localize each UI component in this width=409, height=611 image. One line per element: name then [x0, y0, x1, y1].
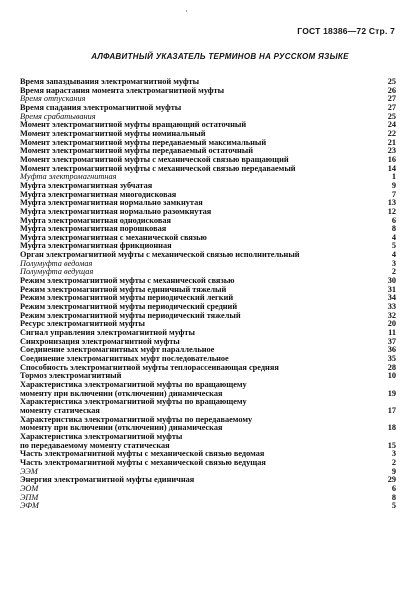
index-term-line: Соединение электромагнитных муфт последовательное: [20, 354, 229, 363]
scan-mark: ·: [185, 6, 188, 16]
index-term-line: ЭФМ: [20, 501, 39, 511]
index-term-line: Время запаздывания электромагнитной муфты: [20, 77, 200, 86]
term-index-list: [20, 78, 396, 511]
index-term-line: Характеристика электромагнитной муфты: [20, 431, 183, 441]
index-term-line: Соединение электромагнитных муфт параллельное: [20, 345, 215, 355]
index-term-number: 37: [387, 336, 396, 346]
index-entry: [20, 494, 396, 503]
index-entry: [20, 416, 396, 433]
index-term-line: Муфта электромагнитная нормально замкнутая: [20, 198, 203, 208]
index-term: [20, 459, 266, 468]
index-term-number: 27: [387, 94, 396, 104]
index-term-number: 27: [387, 102, 396, 112]
index-entry: [20, 433, 396, 450]
index-term-number: 4: [391, 250, 396, 260]
index-title: АЛФАВИТНЫЙ УКАЗАТЕЛЬ ТЕРМИНОВ НА РУССКОМ ЯЗЫКЕ: [91, 52, 349, 61]
index-term: [20, 433, 182, 450]
index-term-number: 30: [387, 276, 396, 286]
index-term-number: 4: [391, 232, 396, 242]
index-term-line: Время спадания электромагнитной муфты: [20, 102, 182, 112]
index-term-number: 8: [391, 224, 396, 234]
index-term-number: 22: [387, 128, 396, 138]
index-term-line: ЭЭМ: [20, 466, 38, 476]
index-term-number: 25: [387, 111, 396, 121]
index-term-number: 35: [387, 354, 396, 363]
index-term-number: 8: [391, 492, 396, 502]
index-term-line: Момент электромагнитной муфты передаваемый остаточный: [20, 146, 254, 156]
index-term-line: моменту при включении (отключении) динамическая: [20, 423, 223, 433]
index-term-line: Режим электромагнитной муфты периодический тяжелый: [20, 310, 241, 320]
index-term-number: 12: [387, 206, 396, 216]
index-term-line: Режим электромагнитной муфты с механической связью: [20, 276, 235, 286]
index-term-number: 34: [387, 293, 396, 303]
index-term-number: 5: [391, 241, 396, 251]
index-term-number: 18: [387, 423, 396, 433]
index-term-line: Сигнал управления электромагнитной муфты: [20, 328, 195, 338]
index-term-line: Муфта электромагнитная фрикционная: [20, 241, 172, 251]
index-term-line: Момент электромагнитной муфты передаваемый максимальный: [20, 137, 267, 147]
index-entry: [20, 502, 396, 511]
index-term-line: Муфта электромагнитная однодисковая: [20, 215, 171, 225]
index-entry: [20, 381, 396, 398]
index-term-number: 11: [388, 328, 396, 338]
index-term-number: 20: [387, 319, 396, 329]
index-term-number: 36: [387, 345, 396, 355]
index-term-number: 2: [391, 267, 396, 277]
index-term-number: 31: [387, 284, 396, 294]
index-term-number: 16: [387, 154, 396, 164]
index-term-line: моменту статическая: [20, 405, 100, 415]
index-term-line: Характеристика электромагнитной муфты по вращающему: [20, 397, 247, 407]
page-header: ГОСТ 18386—72 Стр. 7: [297, 26, 395, 36]
index-term: [20, 502, 39, 511]
index-term-number: 25: [387, 77, 396, 86]
index-term-number: 3: [391, 258, 396, 268]
index-term-line: Полумуфта ведущая: [20, 267, 94, 277]
index-term-line: Муфта электромагнитная зубчатая: [20, 180, 153, 190]
index-term-line: Муфта электромагнитная: [20, 172, 117, 182]
index-term-line: по передаваемому моменту статическая: [20, 440, 170, 450]
index-term-line: Муфта электромагнитная с механической связью: [20, 232, 207, 242]
index-term-line: Характеристика электромагнитной муфты по передаваемому: [20, 414, 253, 424]
index-term-number: 9: [391, 180, 396, 190]
index-term-line: Способность электромагнитной муфты теплорассеивающая средняя: [20, 362, 279, 372]
index-term-number: 23: [387, 146, 396, 156]
index-entry: [20, 476, 396, 485]
index-term-number: 29: [387, 475, 396, 485]
index-term-line: Муфта электромагнитная нормально разомкнутая: [20, 206, 212, 216]
index-term-number: 7: [391, 189, 396, 199]
index-term-line: Муфта электромагнитная порошковая: [20, 224, 167, 234]
index-term-line: моменту при включении (отключении) динамическая: [20, 388, 223, 398]
index-term-number: 28: [387, 362, 396, 372]
index-term-line: Момент электромагнитной муфты номинальный: [20, 128, 206, 138]
index-entry: [20, 398, 396, 415]
index-term-line: Синхронизация электромагнитной муфты: [20, 336, 180, 346]
index-term-line: Характеристика электромагнитной муфты по вращающему: [20, 379, 247, 389]
index-term: [20, 476, 194, 485]
index-term-line: Часть электромагнитной муфты с механической связью ведомая: [20, 449, 265, 459]
index-term-line: Полумуфта ведомая: [20, 258, 93, 268]
index-term-number: 19: [387, 388, 396, 398]
index-term-number: 2: [391, 457, 396, 467]
index-term-number: 21: [387, 137, 396, 147]
index-term: [20, 416, 252, 433]
index-term-line: Тормоз электромагнитный: [20, 371, 122, 381]
index-term-number: 6: [391, 483, 396, 493]
index-term-line: ЭОМ: [20, 483, 39, 493]
index-term-number: 32: [387, 310, 396, 320]
index-term-number: 13: [387, 198, 396, 208]
index-term-line: Время отпускания: [20, 94, 86, 104]
index-term-line: Энергия электромагнитной муфты единичная: [20, 475, 195, 485]
index-term-line: Часть электромагнитной муфты с механической связью ведущая: [20, 457, 266, 467]
index-term-line: Режим электромагнитной муфты периодический средний: [20, 302, 238, 312]
index-term-number: 14: [387, 163, 396, 173]
index-term-number: 5: [391, 501, 396, 511]
index-term-number: 15: [387, 440, 396, 450]
index-term-number: 9: [391, 466, 396, 476]
index-term-number: 26: [387, 85, 396, 95]
index-term-line: Режим электромагнитной муфты единичный тяжелый: [20, 284, 227, 294]
index-term-number: 6: [391, 215, 396, 225]
index-term-number: 3: [391, 449, 396, 459]
index-term-line: ЭПМ: [20, 492, 39, 502]
index-term-line: Ресурс электромагнитной муфты: [20, 319, 145, 329]
index-term-line: Режим электромагнитной муфты периодический легкий: [20, 293, 234, 303]
index-term-line: Время срабатывания: [20, 111, 96, 121]
index-entry: [20, 459, 396, 468]
index-term-line: Время нарастания момента электромагнитной муфты: [20, 85, 225, 95]
index-term-number: 33: [387, 302, 396, 312]
index-term-line: Орган электромагнитной муфты с механической связью исполнительный: [20, 250, 300, 260]
index-term-line: Момент электромагнитной муфты вращающий остаточный: [20, 120, 247, 130]
index-term: [20, 381, 247, 398]
index-term-line: Момент электромагнитной муфты с механической связью вращающий: [20, 154, 289, 164]
index-term-line: Муфта электромагнитная многодисковая: [20, 189, 177, 199]
index-entry: [20, 485, 396, 494]
index-term-number: 1: [391, 172, 396, 182]
index-term-line: Момент электромагнитной муфты с механической связью передаваемый: [20, 163, 296, 173]
index-term-number: 10: [387, 371, 396, 381]
index-term: [20, 398, 247, 415]
index-term-number: 17: [387, 405, 396, 415]
index-term-number: 24: [387, 120, 396, 130]
